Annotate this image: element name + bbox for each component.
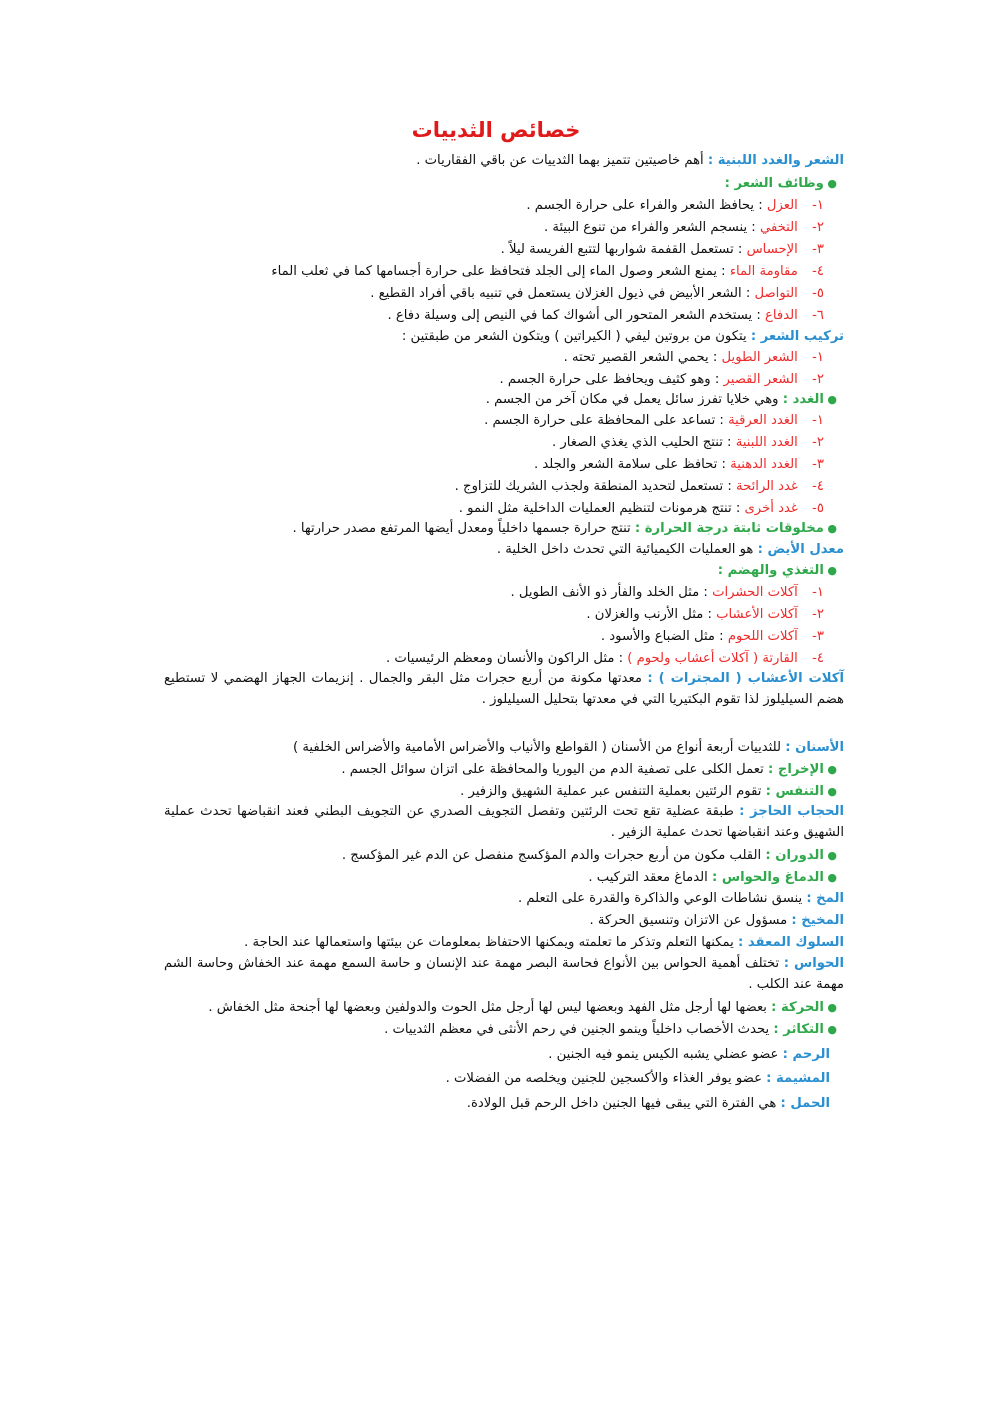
line-circulation: ● الدوران : القلب مكون من أربع حجرات والدم المؤكسج منفصل عن الدم غير المؤكسج . — [341, 848, 837, 863]
line-hair-glands: الشعر والغدد اللبنية : أهم خاصيتين تتميز بهما الثدييات عن باقي الفقاريات . — [416, 153, 844, 168]
bullet-icon: ● — [823, 785, 837, 798]
list-item: ٢- الغدد اللبنية : تنتج الحليب الذي يغذي الصغار . — [552, 435, 824, 450]
list-item: ١- الشعر الطويل : يحمي الشعر القصير تحته . — [563, 350, 824, 365]
line-cerebrum: المخ : ينسق نشاطات الوعي والذاكرة والقدرة على التعلم . — [518, 891, 844, 906]
line-reproduction: ● التكاثر : يحدث الأخصاب داخلياً وينمو الجنين في رحم الأنثى في معظم الثدييات . — [384, 1022, 837, 1037]
list-item: ١- الغدد العرقية : تساعد على المحافظة على حرارة الجسم . — [484, 413, 824, 428]
list-item: ٢- التخفي : ينسجم الشعر والفراء من تنوع البيئة . — [544, 220, 824, 235]
line-hair-structure: تركيب الشعر : يتكون من بروتين ليفي ( الكيراتين ) ويتكون الشعر من طبقتين : — [401, 329, 844, 344]
heading-hair-functions: ● وظائف الشعر : — [724, 176, 837, 191]
list-item: ٤- مقاومة الماء : يمنع الشعر وصول الماء إلى الجلد فتحافظ على حرارة أجسامها كما في ثعلب الماء — [271, 264, 824, 279]
list-item: ٦- الدفاع : يستخدم الشعر المتحور الى أشواك كما في النيص إلى وسيلة دفاع . — [387, 308, 824, 323]
line-respiration: ● التنفس : تقوم الرئتين بعملية التنفس عبر عملية الشهيق والزفير . — [460, 784, 837, 799]
bullet-icon: ● — [823, 522, 837, 535]
page-title: خصائص الثدييات — [411, 118, 581, 142]
list-item: ٤- غدد الرائحة : تستعمل لتحديد المنطقة ولجذب الشريك للتزاوج . — [454, 479, 824, 494]
line-placenta: المشيمة : عضو يوفر الغذاء والأكسجين للجنين ويخلصه من الفضلات . — [445, 1071, 830, 1086]
line-excretion: ● الإخراج : تعمل الكلى على تصفية الدم من اليوريا والمحافظة على اتزان سوائل الجسم . — [341, 762, 837, 777]
list-item: ١- العزل : يحافظ الشعر والفراء على حرارة الجسم . — [526, 198, 824, 213]
list-item: ١- آكلات الحشرات : مثل الخلد والفأر ذو الأنف الطويل . — [510, 585, 824, 600]
line-gestation: الحمل : هي الفترة التي يبقى فيها الجنين داخل الرحم قبل الولادة. — [466, 1096, 830, 1111]
line-teeth: الأسنان : للثدييات أربعة أنواع من الأسنان ( القواطع والأنياب والأضراس الأمامية والأضراس الخلفية ) — [293, 740, 844, 755]
list-item: ٥- غدد أخرى : تنتج هرمونات لتنظيم العمليات الداخلية مثل النمو . — [458, 501, 824, 516]
line-ruminants: آكلات الأعشاب ( المجترات ) : معدتها مكونة من أربع حجرات مثل البقر والجمال . إنزيمات الجهاز الهضمي لا تستطيع هضم السيليلوز لذا تقوم البكتيريا التي في معدتها بتحليل السيليلوز . — [164, 671, 844, 707]
heading-feeding: ● التغذي والهضم : — [717, 563, 837, 578]
line-uterus: الرحم : عضو عضلي يشبه الكيس ينمو فيه الجنين . — [548, 1047, 830, 1062]
list-item: ٥- التواصل : الشعر الأبيض في ذيول الغزلان يستعمل في تنبيه باقي أفراد القطيع . — [370, 286, 824, 301]
line-brain: ● الدماغ والحواس : الدماغ معقد التركيب . — [588, 870, 837, 885]
list-item: ٢- الشعر القصير : وهو كثيف ويحافظ على حرارة الجسم . — [499, 372, 824, 387]
bullet-icon: ● — [823, 177, 837, 190]
line-behavior: السلوك المعقد : يمكنها التعلم وتذكر ما تعلمته ويمكنها الاحتفاظ بمعلومات عن بيئتها واستعمالها عند الحاجة . — [244, 935, 844, 950]
line-senses: الحواس : تختلف أهمية الحواس بين الأنواع فحاسة البصر مهمة عند الإنسان و حاسة السمع مهمة عند الخفاش وحاسة الشم مهمة عند الكلب . — [164, 956, 845, 992]
bullet-icon: ● — [823, 564, 837, 577]
line-metabolism: معدل الأيض : هو العمليات الكيميائية التي تحدث داخل الخلية . — [496, 542, 844, 557]
line-movement: ● الحركة : بعضها لها أرجل مثل الفهد وبعضها ليس لها أرجل مثل الحوت والدولفين وبعضها لها أجنحة مثل الخفاش . — [208, 1000, 837, 1015]
bullet-icon: ● — [823, 849, 837, 862]
line-diaphragm: الحجاب الحاجز : طبقة عضلية تقع تحت الرئتين وتفصل التجويف الصدري عن التجويف البطني فعند انقباضها تحدث عملية الشهيق وعند انقباضها تحدث عملية الزفير . — [164, 804, 844, 840]
list-item: ٣- آكلات اللحوم : مثل الضباع والأسود . — [600, 629, 824, 644]
line-glands: ● الغدد : وهي خلايا تفرز سائل يعمل في مكان آخر من الجسم . — [485, 392, 837, 407]
bullet-icon: ● — [823, 871, 837, 884]
bullet-icon: ● — [823, 1001, 837, 1014]
list-item: ٢- آكلات الأعشاب : مثل الأرنب والغزلان . — [586, 607, 824, 622]
bullet-icon: ● — [823, 393, 837, 406]
list-item: ٣- الغدد الدهنية : تحافظ على سلامة الشعر والجلد . — [533, 457, 824, 472]
list-item: ٤- القارتة ( آكلات أعشاب ولحوم ) : مثل الراكون والأنسان ومعظم الرئيسيات . — [385, 651, 824, 666]
list-item: ٣- الإحساس : تستعمل القفمة شواربها لتتبع الفريسة ليلاً . — [500, 242, 824, 257]
line-cerebellum: المخيخ : مسؤول عن الاتزان وتنسيق الحركة . — [589, 913, 844, 928]
line-endotherm: ● مخلوقات ثابتة درجة الحرارة : تنتج حرارة جسمها داخلياً ومعدل أيضها المرتفع مصدر حرارتها . — [292, 521, 837, 536]
bullet-icon: ● — [823, 763, 837, 776]
bullet-icon: ● — [823, 1023, 837, 1036]
